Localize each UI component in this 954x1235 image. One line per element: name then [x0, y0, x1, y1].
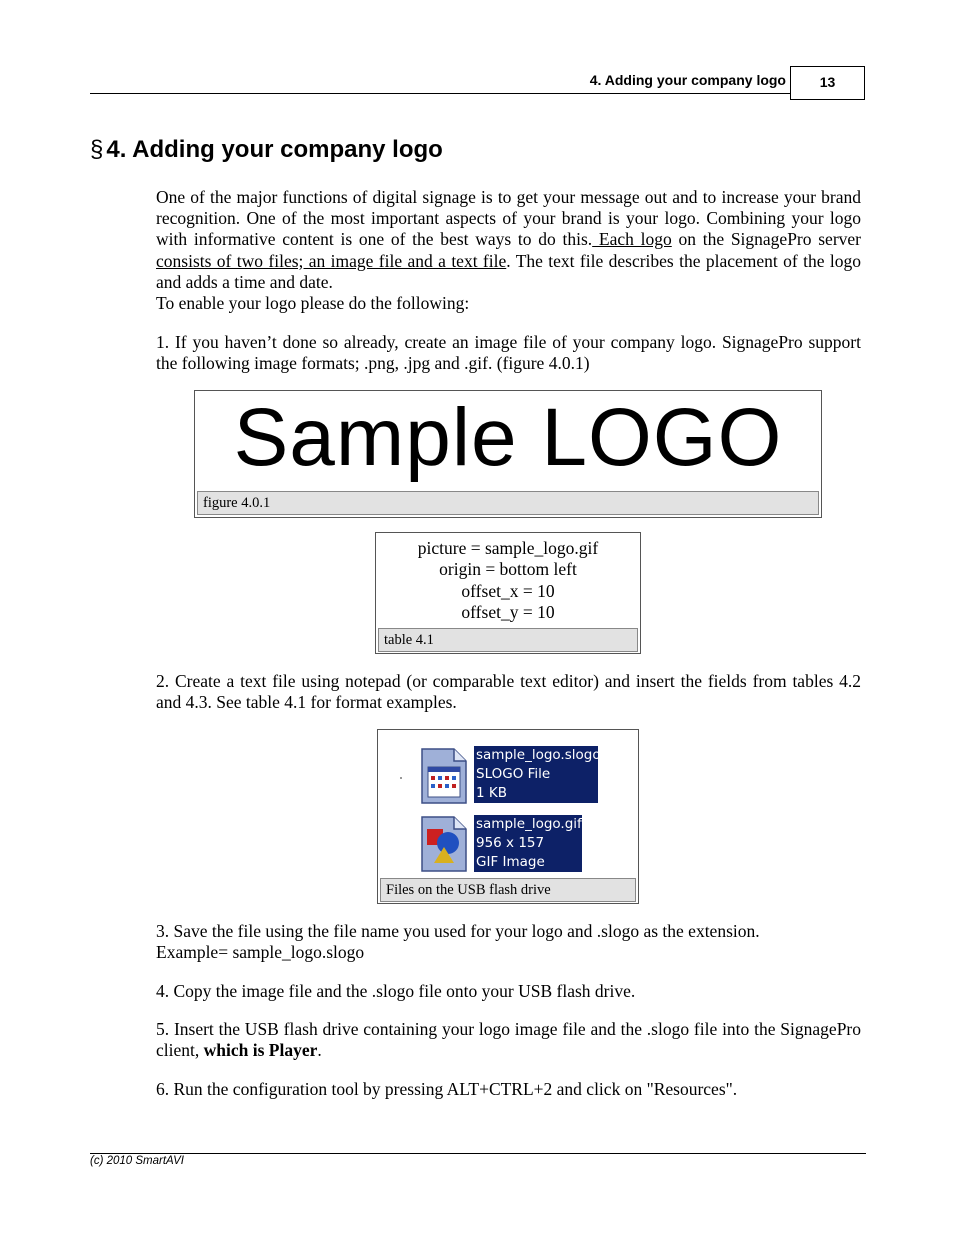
running-header-title: 4. Adding your company logo [589, 72, 786, 88]
gif-image-icon [420, 815, 468, 873]
table-line: offset_y = 10 [461, 601, 555, 622]
intro-instruction: To enable your logo please do the following: [156, 293, 470, 313]
step-2: 2. Create a text file using notepad (or comparable text editor) and insert the fields from tables 4.2 and 4.3. See table 4.1 for format examples. [156, 671, 861, 713]
file-name: sample_logo.slogo [476, 747, 601, 763]
figure-usb-files [377, 729, 639, 904]
section-symbol: § [90, 136, 104, 163]
table-caption: table 4.1 [378, 628, 638, 652]
stray-dot [400, 777, 402, 779]
step-5-end: . [317, 1040, 322, 1061]
section-title-text: 4. Adding your company logo [106, 136, 443, 163]
table-4-1-lines [376, 538, 640, 623]
table-line: offset_x = 10 [461, 580, 555, 601]
table-4-1 [375, 532, 641, 654]
file-type: SLOGO File [476, 766, 551, 782]
file-detail: 1 KB [476, 785, 507, 801]
table-line: picture = sample_logo.gif [417, 538, 599, 558]
footer-rule [90, 1153, 866, 1154]
step-1: 1. If you haven’t done so already, create an image file of your company logo. SignagePro support the following image formats; .png, .jpg and .gif. (figure 4.0.1) [156, 332, 861, 374]
file-item-gif[interactable] [420, 815, 468, 878]
header-rule [90, 93, 791, 94]
intro-underline-two-files: consists of two files; an image file and a text file [156, 250, 507, 271]
file-info-slogo[interactable] [474, 746, 601, 803]
step-5-text: 5. Insert the USB flash drive containing your logo image file and the .slogo file into the SignagePro client, [156, 1019, 861, 1061]
intro-text-c: . The text file describes the placement of the logo and adds a time and date. [156, 250, 861, 292]
step-5 [156, 1019, 861, 1061]
intro-text-b: on the SignagePro server [671, 229, 861, 250]
page-number: 13 [790, 66, 865, 100]
step-3 [156, 921, 861, 963]
figure-sample-logo [194, 390, 822, 518]
table-line: origin = bottom left [439, 559, 577, 580]
intro-paragraph [156, 187, 861, 293]
file-item-slogo[interactable] [420, 747, 468, 810]
intro-underline-each-logo: Each logo [592, 229, 672, 250]
file-info-gif[interactable] [474, 815, 582, 872]
intro-text-a: One of the major functions of digital signage is to get your message out and to increase your brand recognition. One of the most important aspects of your brand is your logo. Combining your logo with informative content is one of the best ways to do this. [156, 187, 861, 250]
files-caption: Files on the USB flash drive [380, 878, 636, 902]
step-3-line-1: 3. Save the file using the file name you used for your logo and .slogo as the extension. [156, 921, 760, 941]
file-type: 956 x 157 [476, 835, 545, 851]
sample-logo-image: Sample LOGO [233, 392, 783, 483]
step-5-bold: which is Player [203, 1040, 318, 1061]
section-title [90, 134, 443, 166]
footer-copyright: (c) 2010 SmartAVI [90, 1155, 184, 1167]
step-4: 4. Copy the image file and the .slogo file onto your USB flash drive. [156, 981, 636, 1001]
file-name: sample_logo.gif [476, 816, 582, 832]
slogo-file-icon [420, 747, 468, 805]
step-3-line-2: Example= sample_logo.slogo [156, 942, 365, 963]
figure-caption: figure 4.0.1 [197, 491, 819, 515]
file-detail: GIF Image [476, 854, 545, 870]
step-6: 6. Run the configuration tool by pressing ALT+CTRL+2 and click on "Resources". [156, 1079, 738, 1099]
